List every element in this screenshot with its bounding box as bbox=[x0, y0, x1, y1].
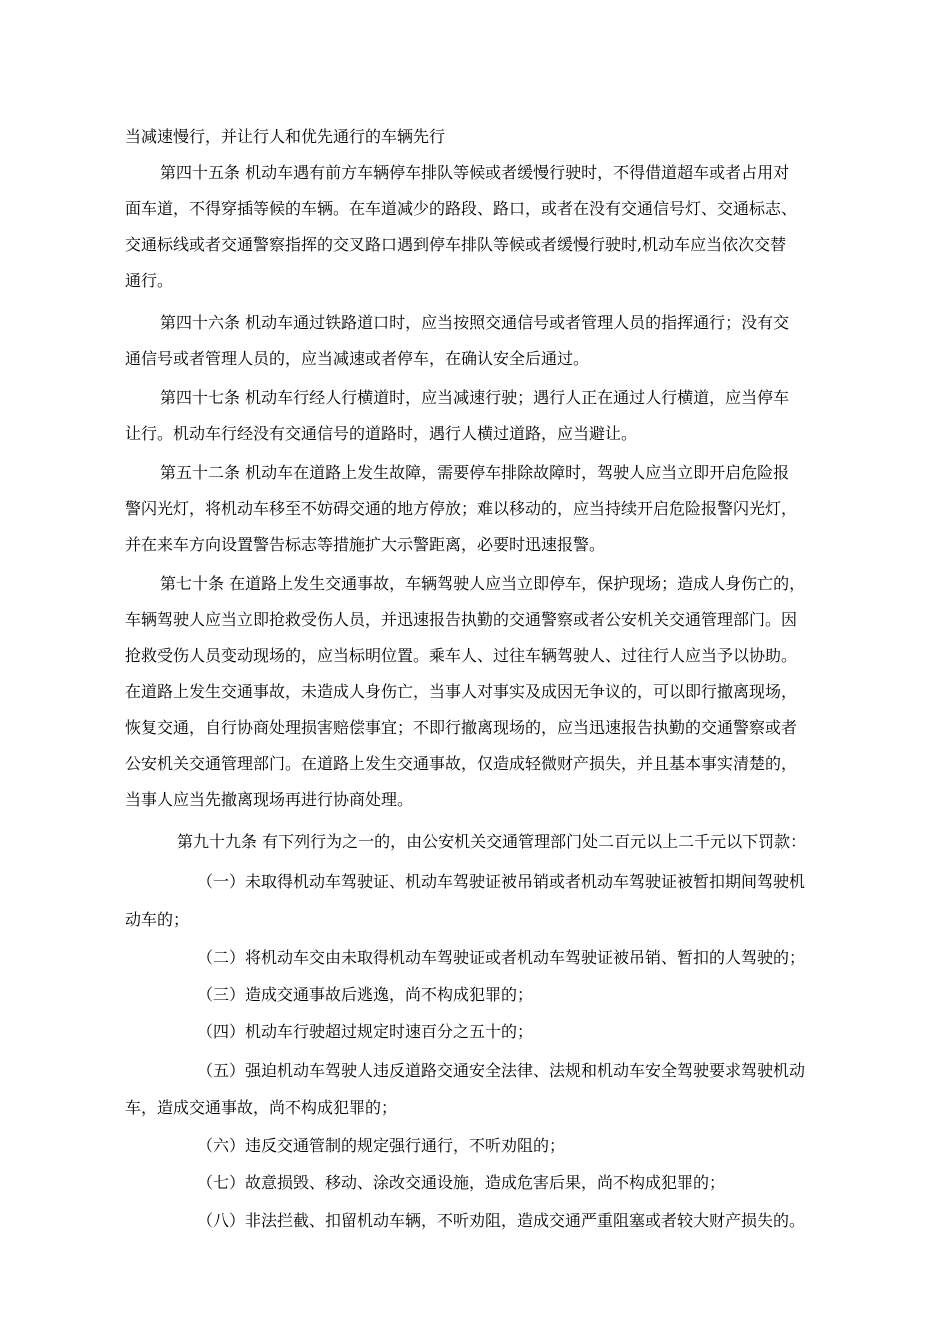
list-item-line: （六）违反交通管制的规定强行通行，不听劝阻的； bbox=[197, 1136, 566, 1155]
article-47-heading-line: 第四十七条 机动车行经人行横道时，应当减速行驶；遇行人正在通过人行横道，应当停车 bbox=[160, 388, 790, 407]
article-52-heading-line: 第五十二条 机动车在道路上发生故障，需要停车排除故障时，驾驶人应当立即开启危险报 bbox=[160, 463, 790, 482]
list-item-line: （五）强迫机动车驾驶人违反道路交通安全法律、法规和机动车安全驾驶要求驾驶机动 bbox=[197, 1061, 806, 1080]
list-item-line: （七）故意损毁、移动、涂改交通设施，造成危害后果，尚不构成犯罪的； bbox=[197, 1173, 726, 1192]
list-item-line: （一）未取得机动车驾驶证、机动车驾驶证被吊销或者机动车驾驶证被暂扣期间驾驶机 bbox=[197, 872, 806, 891]
list-item-line: （八）非法拦截、扣留机动车辆，不听劝阻，造成交通严重阻塞或者较大财产损失的。 bbox=[197, 1211, 806, 1230]
list-item-line: （三）造成交通事故后逃逸，尚不构成犯罪的； bbox=[197, 985, 534, 1004]
text-line: 在道路上发生交通事故，未造成人身伤亡，当事人对事实及成因无争议的，可以即行撤离现场， bbox=[125, 682, 798, 701]
text-line: 抢救受伤人员变动现场的，应当标明位置。乘车人、过往车辆驾驶人、过往行人应当予以协助。 bbox=[125, 646, 798, 665]
text-line: 当事人应当先撤离现场再进行协商处理。 bbox=[125, 790, 414, 809]
text-line: 通行。 bbox=[125, 271, 174, 290]
text-line: 当减速慢行，并让行人和优先通行的车辆先行 bbox=[125, 127, 446, 146]
list-item-line: （四）机动车行驶超过规定时速百分之五十的； bbox=[197, 1022, 534, 1041]
list-item-line: （二）将机动车交由未取得机动车驾驶证或者机动车驾驶证被吊销、暂扣的人驾驶的； bbox=[197, 948, 806, 967]
text-line: 交通标线或者交通警察指挥的交叉路口遇到停车排队等候或者缓慢行驶时,机动车应当依次交替 bbox=[125, 235, 787, 254]
text-line: 并在来车方向设置警告标志等措施扩大示警距离，必要时迅速报警。 bbox=[125, 535, 606, 554]
article-46-heading-line: 第四十六条 机动车通过铁路道口时，应当按照交通信号或者管理人员的指挥通行；没有交 bbox=[160, 313, 790, 332]
text-line: 公安机关交通管理部门。在道路上发生交通事故，仅造成轻微财产损失，并且基本事实清楚的， bbox=[125, 754, 798, 773]
text-line: 恢复交通，自行协商处理损害赔偿事宜；不即行撤离现场的，应当迅速报告执勤的交通警察或者 bbox=[125, 718, 798, 737]
text-line: 让行。机动车行经没有交通信号的道路时，遇行人横过道路，应当避让。 bbox=[125, 424, 638, 443]
text-line: 通信号或者管理人员的，应当减速或者停车，在确认安全后通过。 bbox=[125, 349, 590, 368]
text-line: 警闪光灯，将机动车移至不妨碍交通的地方停放；难以移动的，应当持续开启危险报警闪光灯， bbox=[125, 499, 798, 518]
text-line: 车辆驾驶人应当立即抢救受伤人员，并迅速报告执勤的交通警察或者公安机关交通管理部门。因 bbox=[125, 610, 798, 629]
text-line: 面车道，不得穿插等候的车辆。在车道减少的路段、路口，或者在没有交通信号灯、交通标志、 bbox=[125, 199, 798, 218]
article-45-heading-line: 第四十五条 机动车遇有前方车辆停车排队等候或者缓慢行驶时，不得借道超车或者占用对 bbox=[160, 163, 790, 182]
list-item-continuation: 车，造成交通事故，尚不构成犯罪的； bbox=[125, 1098, 398, 1117]
article-70-heading-line: 第七十条 在道路上发生交通事故，车辆驾驶人应当立即停车，保护现场；造成人身伤亡的， bbox=[160, 574, 806, 593]
article-99-heading-line: 第九十九条 有下列行为之一的，由公安机关交通管理部门处二百元以上二千元以下罚款： bbox=[177, 832, 807, 851]
list-item-continuation: 动车的； bbox=[125, 910, 190, 929]
